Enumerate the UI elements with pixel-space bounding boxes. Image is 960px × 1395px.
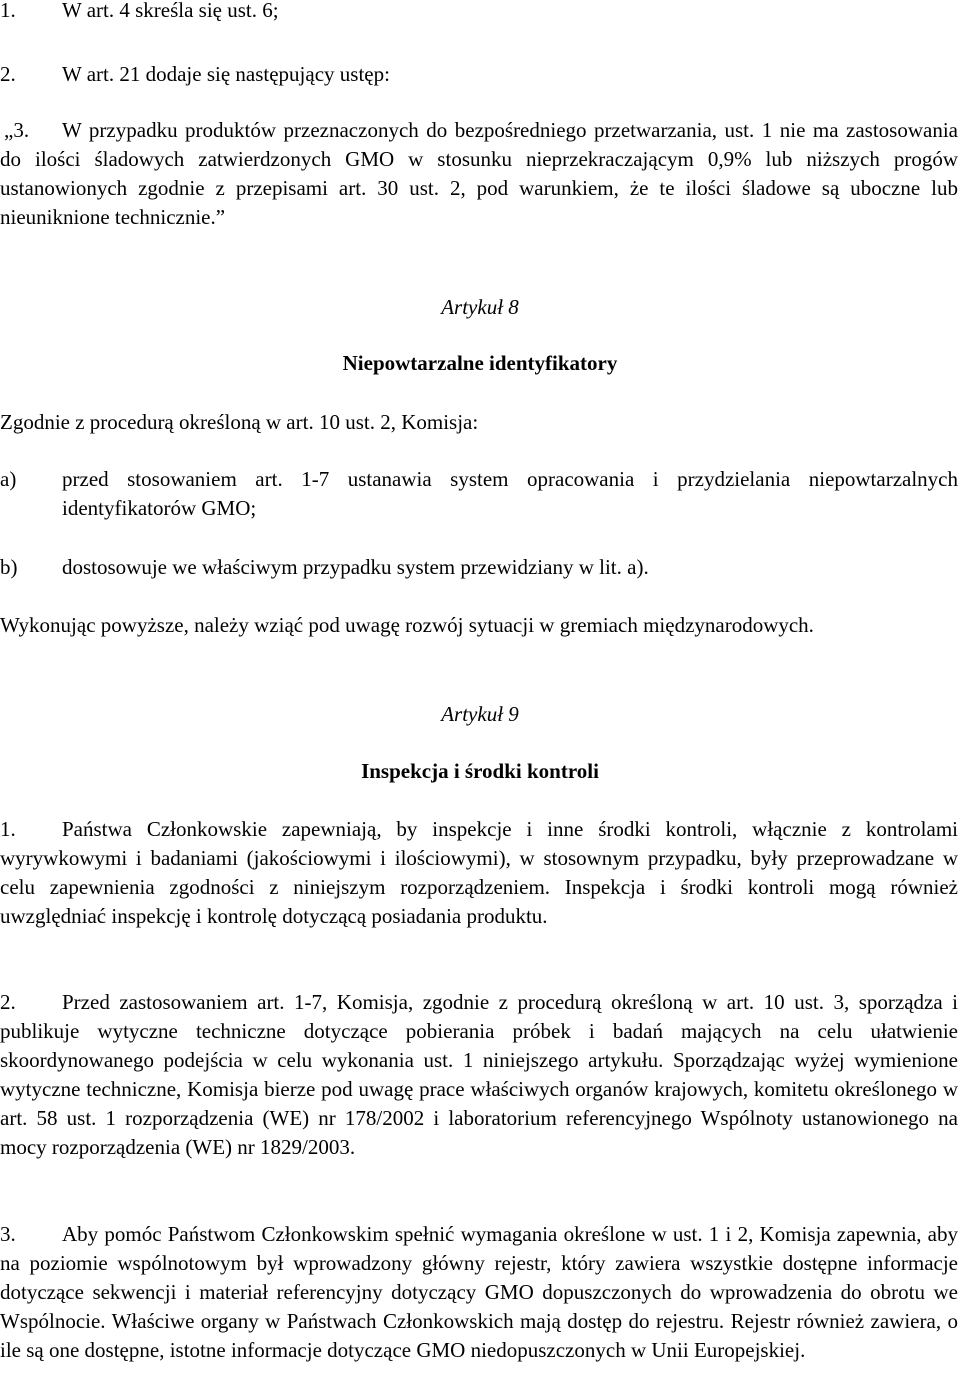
paragraph-number: 3.	[0, 1222, 16, 1246]
article-9-heading: Artykuł 9	[441, 702, 519, 726]
paragraph-number: 2.	[0, 990, 16, 1014]
amendment-item-1	[0, 0, 958, 25]
amendment-item-2	[0, 60, 958, 89]
item-number: „3.	[4, 118, 30, 142]
article-8-intro: Zgodnie z procedurą określoną w art. 10 ust. 2, Komisja:	[0, 410, 479, 434]
article-9-title: Inspekcja i środki kontroli	[361, 759, 599, 783]
item-text: W art. 4 skreśla się ust. 6;	[62, 0, 279, 22]
item-number: a)	[0, 467, 17, 491]
article-8-item-b	[0, 553, 958, 582]
paragraph-text: Aby pomóc Państwom Członkowskim spełnić wymagania określone w ust. 1 i 2, Komisja zapewnia, aby na poziomie wspólnotowym był wprowadzony główny rejestr, który zawiera wszystkie dostępne informacje dotyczące sekwencji i materiał referencyjny dotyczący GMO dopuszczonych do wprowadzenia do obrotu we Wspólnocie. Właściwe organy w Państwach Członkowskich mają dostęp do rejestru. Rejestr również zawiera, o ile są one dostępne, istotne informacje dotyczące GMO niedopuszczonych w Unii Europejskiej.	[0, 1222, 958, 1362]
item-number: b)	[0, 555, 18, 579]
item-number: 1.	[0, 0, 16, 22]
paragraph-text: Państwa Członkowskie zapewniają, by inspekcje i inne środki kontroli, włącznie z kontrolami wyrywkowymi i badaniami (jakościowymi i ilościowymi), w stosownym przypadku, były przeprowadzane w celu zapewnienia zgodności z niniejszym rozporządzeniem. Inspekcja i środki kontroli mogą również uwzględniać inspekcję i kontrolę dotyczącą posiadania produktu.	[0, 817, 958, 928]
amendment-item-3	[0, 116, 958, 232]
item-text: W przypadku produktów przeznaczonych do bezpośredniego przetwarzania, ust. 1 nie ma zastosowania do ilości śladowych zatwierdzonych GMO w stosunku nieprzekraczającym 0,9% lub niższych progów ustanowionych zgodnie z przepisami art. 30 ust. 2, pod warunkiem, że te ilości śladowe są uboczne lub nieuniknione technicznie.”	[0, 118, 958, 229]
article-9-paragraph-3	[0, 1220, 958, 1365]
article-9-paragraph-1	[0, 815, 958, 931]
article-9-paragraph-2	[0, 988, 958, 1162]
paragraph-text: Przed zastosowaniem art. 1-7, Komisja, zgodnie z procedurą określoną w art. 10 ust. 3, sporządza i publikuje wytyczne techniczne dotyczące pobierania próbek i badań mających na celu ułatwienie skoordynowanego podejścia w celu wykonania ust. 1 niniejszego artykułu. Sporządzając wyżej wymienione wytyczne techniczne, Komisja bierze pod uwagę prace właściwych organów krajowych, komitetu określonego w art. 58 ust. 1 rozporządzenia (WE) nr 178/2002 i laboratorium referencyjnego Wspólnoty ustanowionego na mocy rozporządzenia (WE) nr 1829/2003.	[0, 990, 958, 1159]
item-text: W art. 21 dodaje się następujący ustęp:	[62, 62, 390, 86]
item-text: dostosowuje we właściwym przypadku system przewidziany w lit. a).	[62, 555, 649, 579]
article-8-closing: Wykonując powyższe, należy wziąć pod uwagę rozwój sytuacji w gremiach międzynarodowych.	[0, 613, 814, 637]
article-8-heading: Artykuł 8	[441, 295, 519, 319]
item-text: przed stosowaniem art. 1-7 ustanawia system opracowania i przydzielania niepowtarzalnych identyfikatorów GMO;	[62, 467, 958, 520]
article-8-item-a	[0, 465, 958, 520]
item-number: 2.	[0, 62, 16, 86]
article-8-title: Niepowtarzalne identyfikatory	[342, 351, 618, 375]
paragraph-number: 1.	[0, 817, 16, 841]
